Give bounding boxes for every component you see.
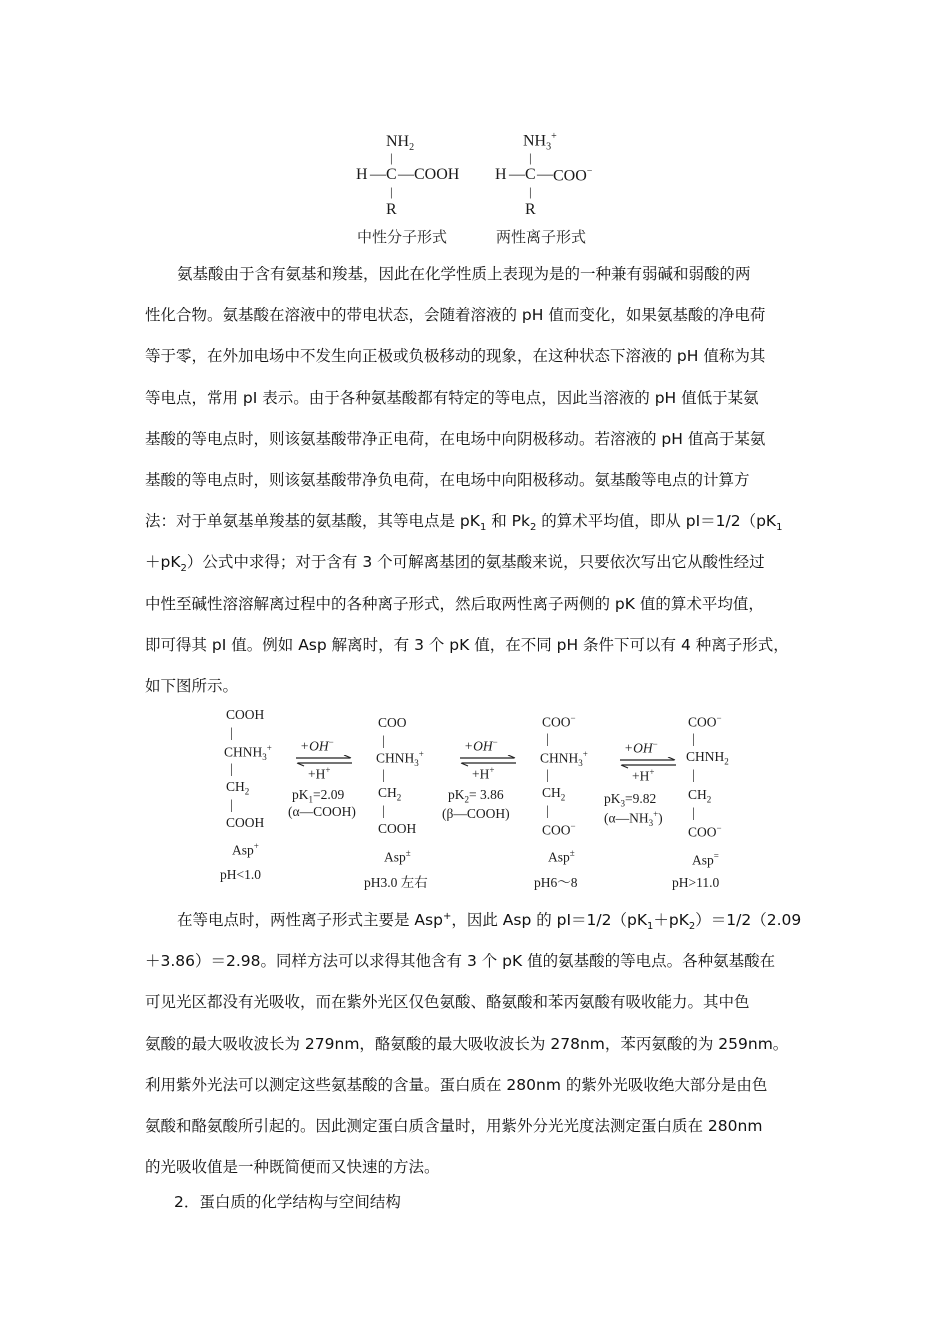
- s3-name: Asp±: [548, 848, 575, 865]
- pk3-label: $pK_3=9.82$: [604, 791, 657, 809]
- text-line: 的光吸收值是一种既简便而又快速的方法。: [145, 1158, 440, 1177]
- bond: |: [546, 767, 549, 782]
- s3-r4: COO−: [542, 821, 576, 838]
- asp-dissociation-scheme: [214, 703, 748, 893]
- s4-r3: $CH_2$: [688, 787, 712, 805]
- pk1-label: $pK_1=2.09$: [292, 787, 345, 805]
- zwitterion-nh3: $NH_3^+$: [523, 131, 557, 153]
- s4-name: Asp=: [692, 851, 719, 868]
- s4-ph: pH>11.0: [672, 875, 720, 890]
- bond-right: —: [398, 166, 414, 183]
- s1-r1: COOH: [226, 707, 265, 722]
- bond: |: [382, 733, 385, 748]
- s2-r4: COOH: [378, 821, 417, 836]
- zwitterion-r: R: [525, 201, 536, 218]
- text-line: ＋3.86）＝2.98。同样方法可以求得其他含有 3 个 pK 值的氨基酸的等电点。各种氨基酸在: [145, 952, 776, 971]
- bond: |: [382, 803, 385, 818]
- bond: |: [692, 767, 695, 782]
- s3-r1: COO−: [542, 713, 576, 730]
- arrow1-top: +OH−: [300, 737, 334, 754]
- bond-vertical-bottom: |: [390, 184, 393, 199]
- text-line: 利用紫外光法可以测定这些氨基酸的含量。蛋白质在 280nm 的紫外光吸收绝大部分是由色: [145, 1075, 768, 1094]
- paragraph-asp-pi: [145, 900, 807, 1188]
- neutral-c: C: [386, 166, 397, 183]
- bond: |: [692, 731, 695, 746]
- s1-r4: COOH: [226, 815, 265, 830]
- s3-ph: pH6～8: [534, 875, 578, 890]
- arrow3-top: +OH−: [624, 739, 658, 756]
- bond-left: —: [509, 166, 525, 183]
- text-line: $+pK_2$）公式中求得；对于含有 3 个可解离基团的氨基酸来说，只要依次写出它从酸性经过: [145, 553, 765, 575]
- text-line: 等于零，在外加电场中不发生向正极或负极移动的现象，在这种状态下溶液的 pH 值称为其: [145, 347, 766, 366]
- s4-r4: COO−: [688, 823, 722, 840]
- bond: |: [230, 725, 233, 740]
- text-line: 如下图所示。: [145, 677, 239, 696]
- bond-vertical-top: |: [529, 150, 532, 165]
- text-line: 氨酸的最大吸收波长为 279nm，酪氨酸的最大吸收波长为 278nm，苯丙氨酸的为 259nm。: [145, 1034, 789, 1053]
- text-line: 法：对于单氨基单羧基的氨基酸，其等电点是 $pK_1$ 和 $Pk_2$ 的算术平均值，即从 $pI=1/2(pK_1$: [145, 512, 783, 534]
- text-line: 基酸的等电点时，则该氨基酸带净负电荷，在电场中向阳极移动。氨基酸等电点的计算方: [145, 471, 750, 490]
- pk2-label: $pK_2= 3.86$: [448, 787, 504, 805]
- arrow2-top: +OH−: [464, 737, 498, 754]
- bond-vertical-top: |: [390, 150, 393, 165]
- bond: |: [692, 805, 695, 820]
- bond: |: [230, 761, 233, 776]
- s3-r3: $CH_2$: [542, 785, 566, 803]
- bond-right: —: [537, 166, 553, 183]
- bond-left: —: [370, 166, 386, 183]
- text-line: 性化合物。氨基酸在溶液中的带电状态，会随着溶液的 pH 值而变化，如果氨基酸的净电荷: [145, 306, 766, 325]
- bond: |: [382, 767, 385, 782]
- bond: |: [230, 797, 233, 812]
- text-line: 基酸的等电点时，则该氨基酸带净正电荷，在电场中向阴极移动。若溶液的 pH 值高于某氨: [145, 429, 766, 448]
- text-line: 氨基酸由于含有氨基和羧基，因此在化学性质上表现为是的一种兼有弱碱和弱酸的两: [177, 265, 751, 283]
- s2-ph: pH3.0 左右: [364, 875, 428, 890]
- text-line: 即可得其 pI 值。例如 Asp 解离时，有 3 个 pK 值，在不同 pH 条件下可以有 4 种离子形式，: [145, 635, 789, 654]
- s1-name: Asp+: [232, 841, 259, 858]
- paragraph-isoelectric: [145, 254, 807, 707]
- caption-neutral: 中性分子形式: [357, 228, 448, 246]
- s2-r3: $CH_2$: [378, 785, 402, 803]
- zwitterion-coo: COO−: [553, 166, 593, 185]
- s3-r2: $CHNH_3^+$: [540, 749, 588, 769]
- arrow3-bottom: +H+: [632, 767, 655, 784]
- pk2-group: (β—COOH): [442, 806, 510, 821]
- text-line: 中性至碱性溶溶解离过程中的各种离子形式，然后取两性离子两侧的 pK 值的算术平均值，: [145, 594, 764, 613]
- s1-r2: $CHNH_3^+$: [224, 743, 272, 763]
- s1-ph: pH<1.0: [220, 867, 261, 882]
- bond: |: [546, 803, 549, 818]
- pk3-group: $(\alpha—NH_3^+)$: [604, 809, 663, 829]
- s2-r2: $CHNH_3^+$: [376, 749, 424, 769]
- bond: |: [546, 731, 549, 746]
- zwitterion-c: C: [525, 166, 536, 183]
- s2-r1: COO: [378, 715, 407, 730]
- neutral-r: R: [386, 201, 397, 218]
- neutral-cooh: COOH: [414, 166, 460, 183]
- arrow2-bottom: +H+: [472, 765, 495, 782]
- text-line: 氨酸和酪氨酸所引起的。因此测定蛋白质含量时，用紫外分光光度法测定蛋白质在 280nm: [145, 1117, 763, 1136]
- s4-r2: $CHNH_2$: [686, 749, 729, 767]
- section-heading: 2．蛋白质的化学结构与空间结构: [174, 1193, 401, 1211]
- text-line: 可见光区都没有光吸收，而在紫外光区仅色氨酸、酪氨酸和苯丙氨酸有吸收能力。其中色: [145, 993, 750, 1012]
- caption-zwitterion: 两性离子形式: [496, 228, 587, 246]
- bond-vertical-bottom: |: [529, 184, 532, 199]
- text-line: 等电点，常用 pI 表示。由于各种氨基酸都有特定的等电点，因此当溶液的 pH 值低于某氨: [145, 388, 759, 407]
- s4-r1: COO−: [688, 713, 722, 730]
- neutral-nh2: $NH_2$: [386, 133, 415, 154]
- zwitterion-h: H: [495, 166, 507, 183]
- s1-r3: $CH_2$: [226, 779, 250, 797]
- arrow1-bottom: +H+: [308, 765, 331, 782]
- pk1-group: (α—COOH): [288, 804, 356, 819]
- text-line: 在等电点时，两性离子形式主要是 Asp+，因此 Asp 的 $pI=1/2(pK_1+pK_2)=1/2(2.09$: [177, 910, 802, 933]
- s2-name: Asp±: [384, 848, 411, 865]
- neutral-h: H: [356, 166, 368, 183]
